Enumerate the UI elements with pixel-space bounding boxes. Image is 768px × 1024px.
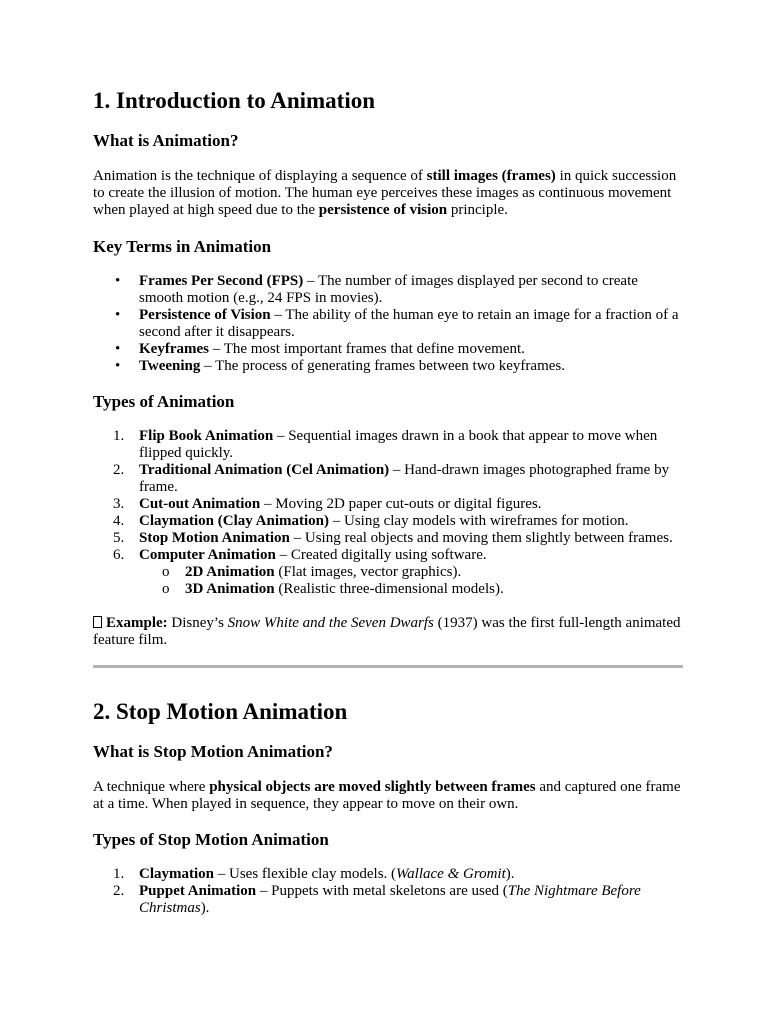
list-item xyxy=(93,547,683,598)
bullet-marker: • xyxy=(115,273,121,289)
type-desc: – Sequential images drawn in a book that appear to move when flipped quickly. xyxy=(139,428,658,461)
type-name: Cut-out Animation xyxy=(139,496,261,512)
intro-bold-1: still images (frames) xyxy=(426,168,556,184)
sm-intro-bold: physical objects are moved slightly between frames xyxy=(209,779,536,795)
animation-intro-paragraph xyxy=(93,168,683,219)
list-number: 4. xyxy=(113,513,125,529)
stop-motion-intro-paragraph xyxy=(93,779,683,813)
type-desc: – Puppets with metal skeletons are used ( xyxy=(256,883,508,899)
example-label: Example: xyxy=(106,615,168,631)
term-name: Keyframes xyxy=(139,341,209,357)
type-name: Puppet Animation xyxy=(139,883,257,899)
section-divider xyxy=(93,665,683,668)
term-name: Frames Per Second (FPS) xyxy=(139,273,304,289)
types-of-stop-motion-heading: Types of Stop Motion Animation xyxy=(93,830,329,849)
intro-bold-2: persistence of vision xyxy=(318,202,448,218)
section-2-title: 2. Stop Motion Animation xyxy=(93,699,348,724)
type-desc: – Using real objects and moving them slightly between frames. xyxy=(289,530,673,546)
term-name: Tweening xyxy=(139,358,201,374)
sub-type-desc: (Flat images, vector graphics). xyxy=(274,564,462,580)
types-of-animation-heading: Types of Animation xyxy=(93,392,235,411)
sub-bullet-marker: o xyxy=(162,564,170,580)
list-item xyxy=(93,866,683,883)
type-example-title: The Nightmare Before Christmas xyxy=(139,883,641,916)
type-desc: – Moving 2D paper cut-outs or digital figures. xyxy=(260,496,542,512)
type-name: Flip Book Animation xyxy=(139,428,274,444)
sm-intro-text-2: and captured one frame at a time. When played in sequence, they appear to move on their own. xyxy=(93,779,681,812)
list-number: 6. xyxy=(113,547,125,563)
section-1-title: 1. Introduction to Animation xyxy=(93,88,376,113)
bullet-marker: • xyxy=(115,358,121,374)
list-number: 1. xyxy=(113,866,125,882)
bullet-marker: • xyxy=(115,307,121,323)
list-item xyxy=(93,530,683,547)
example-paragraph xyxy=(93,615,683,649)
key-terms-list xyxy=(93,273,683,375)
term-desc: – The process of generating frames between two keyframes. xyxy=(200,358,565,374)
sm-intro-text-1: A technique where xyxy=(93,779,210,795)
list-item xyxy=(93,358,683,375)
stop-motion-types-list xyxy=(93,866,683,917)
computer-animation-sublist xyxy=(139,564,683,598)
list-item xyxy=(93,462,683,496)
list-item xyxy=(93,883,683,917)
term-desc: – The most important frames that define movement. xyxy=(208,341,525,357)
type-desc: – Uses flexible clay models. ( xyxy=(214,866,397,882)
what-is-animation-heading: What is Animation? xyxy=(93,131,239,150)
document-content xyxy=(93,88,683,917)
list-item xyxy=(93,307,683,341)
missing-glyph-icon xyxy=(93,616,102,628)
intro-text-2: in quick succession to create the illusion of motion. The human eye perceives these images as continuous movement when played at high speed due to the xyxy=(93,168,677,218)
term-name: Persistence of Vision xyxy=(139,307,271,323)
sub-list-item xyxy=(139,581,683,598)
type-desc-end: ). xyxy=(505,866,515,882)
list-number: 3. xyxy=(113,496,125,512)
list-number: 2. xyxy=(113,462,125,478)
list-item xyxy=(93,513,683,530)
key-terms-heading: Key Terms in Animation xyxy=(93,237,272,256)
list-number: 1. xyxy=(113,428,125,444)
list-item xyxy=(93,273,683,307)
example-text-1: Disney’s xyxy=(167,615,228,631)
type-name: Claymation (Clay Animation) xyxy=(139,513,330,529)
type-desc-end: ). xyxy=(200,900,210,916)
type-name: Claymation xyxy=(139,866,214,882)
type-name: Computer Animation xyxy=(139,547,276,563)
type-desc: – Created digitally using software. xyxy=(275,547,487,563)
sub-type-name: 3D Animation xyxy=(185,581,275,597)
example-text-2: (1937) was the first full-length animated feature film. xyxy=(93,615,681,648)
term-desc: – The number of images displayed per second to create smooth motion (e.g., 24 FPS in movies). xyxy=(139,273,638,306)
sub-type-desc: (Realistic three-dimensional models). xyxy=(274,581,504,597)
type-desc: – Hand-drawn images photographed frame by frame. xyxy=(139,462,670,495)
list-item xyxy=(93,341,683,358)
term-desc: – The ability of the human eye to retain an image for a fraction of a second after it disappears. xyxy=(139,307,679,340)
type-name: Stop Motion Animation xyxy=(139,530,290,546)
list-item xyxy=(93,496,683,513)
list-number: 2. xyxy=(113,883,125,899)
what-is-stop-motion-heading: What is Stop Motion Animation? xyxy=(93,742,333,761)
list-number: 5. xyxy=(113,530,125,546)
sub-bullet-marker: o xyxy=(162,581,170,597)
intro-text-1: Animation is the technique of displaying a sequence of xyxy=(93,168,427,184)
intro-text-3: principle. xyxy=(447,202,508,218)
type-name: Traditional Animation (Cel Animation) xyxy=(139,462,390,478)
animation-types-list xyxy=(93,428,683,598)
bullet-marker: • xyxy=(115,341,121,357)
sub-list-item xyxy=(139,564,683,581)
sub-type-name: 2D Animation xyxy=(185,564,275,580)
type-example-title: Wallace & Gromit xyxy=(396,866,506,882)
example-film-title: Snow White and the Seven Dwarfs xyxy=(227,615,434,631)
type-desc: – Using clay models with wireframes for motion. xyxy=(329,513,629,529)
list-item xyxy=(93,428,683,462)
